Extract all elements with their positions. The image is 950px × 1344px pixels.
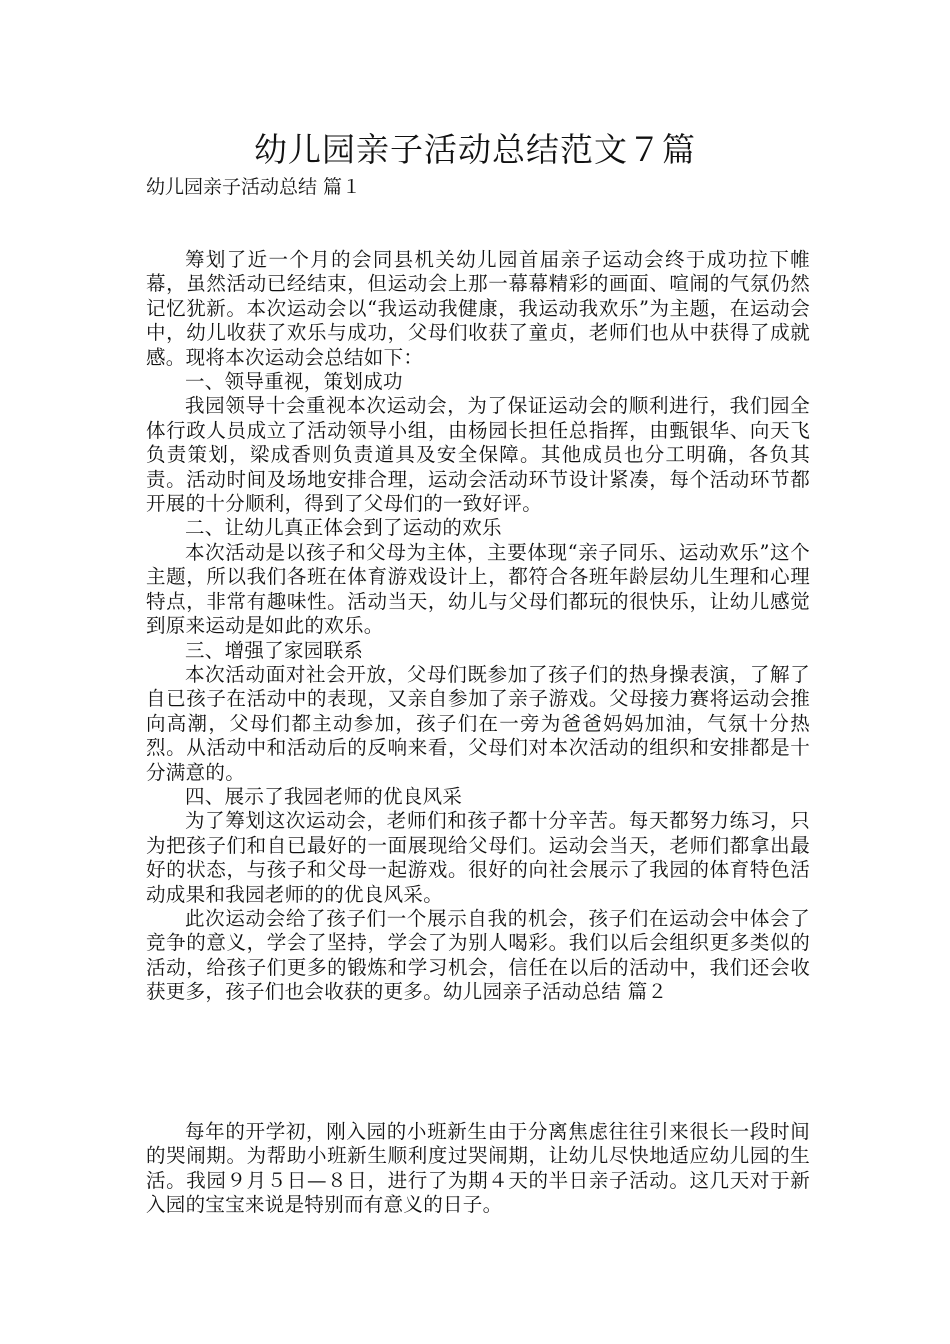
paragraph: 为了筹划这次运动会，老师们和孩子都十分辛苦。每天都努力练习，只为把孩子们和自已最好的一面展现给父母们。运动会当天，老师们都拿出最好的状态，与孩子和父母一起游戏。很好的向社会展示了我园的体育特色活动成果和我园老师的的优良风采。	[146, 809, 810, 906]
subheading: 四、展示了我园老师的优良风采	[185, 784, 463, 808]
paragraph: 本次活动面对社会开放，父母们既参加了孩子们的热身操表演，了解了自已孩子在活动中的表现，又亲自参加了亲子游戏。父母接力赛将运动会推向高潮，父母们都主动参加，孩子们在一旁为爸爸妈妈加油，气氛十分热烈。从活动中和活动后的反响来看，父母们对本次活动的组织和安排都是十分满意的。	[146, 662, 810, 784]
section-1-body	[146, 248, 810, 1005]
subheading: 一、领导重视，策划成功	[185, 370, 403, 394]
subheading: 二、让幼儿真正体会到了运动的欢乐	[185, 516, 502, 540]
paragraph: 我园领导十会重视本次运动会，为了保证运动会的顺利进行，我们园全体行政人员成立了活动领导小组，由杨园长担任总指挥，由甄银华、向天飞负责策划，梁成香则负责道具及安全保障。其他成员也分工明确，各负其责。活动时间及场地安排合理，运动会活动环节设计紧凑，每个活动环节都开展的十分顺利，得到了父母们的一致好评。	[146, 394, 810, 516]
document-title: 幼儿园亲子活动总结范文７篇	[254, 130, 696, 169]
subheading: 三、增强了家园联系	[185, 638, 364, 662]
paragraph: 本次活动是以孩子和父母为主体，主要体现“亲子同乐、运动欢乐”这个主题，所以我们各班在体育游戏设计上，都符合各班年龄层幼儿生理和心理特点，非常有趣味性。活动当天，幼儿与父母们都玩的很快乐，让幼儿感觉到原来运动是如此的欢乐。	[146, 540, 810, 638]
section-1-title: 幼儿园亲子活动总结 篇１	[146, 176, 362, 198]
paragraph: 筹划了近一个月的会同县机关幼儿园首届亲子运动会终于成功拉下帷幕，虽然活动已经结束，但运动会上那一幕幕精彩的画面、喧闹的气氛仍然记忆犹新。本次运动会以“我运动我健康，我运动我欢乐”为主题，在运动会中，幼儿收获了欢乐与成功，父母们收获了童贞，老师们也从中获得了成就感。现将本次运动会总结如下：	[146, 248, 810, 369]
paragraph: 此次运动会给了孩子们一个展示自我的机会，孩子们在运动会中体会了竞争的意义，学会了坚持，学会了为别人喝彩。我们以后会组织更多类似的活动，给孩子们更多的锻炼和学习机会，信任在以后的活动中，我们还会收获更多，孩子们也会收获的更多。幼儿园亲子活动总结 篇２	[146, 906, 810, 1004]
paragraph: 每年的开学初，刚入园的小班新生由于分离焦虑往往引来很长一段时间的哭闹期。为帮助小班新生顺利度过哭闹期，让幼儿尽快地适应幼儿园的生活。我园９月５日—８日，进行了为期４天的半日亲子活动。这几天对于新入园的宝宝来说是特别而有意义的日子。	[146, 1120, 810, 1217]
section-2-body	[146, 1120, 810, 1218]
